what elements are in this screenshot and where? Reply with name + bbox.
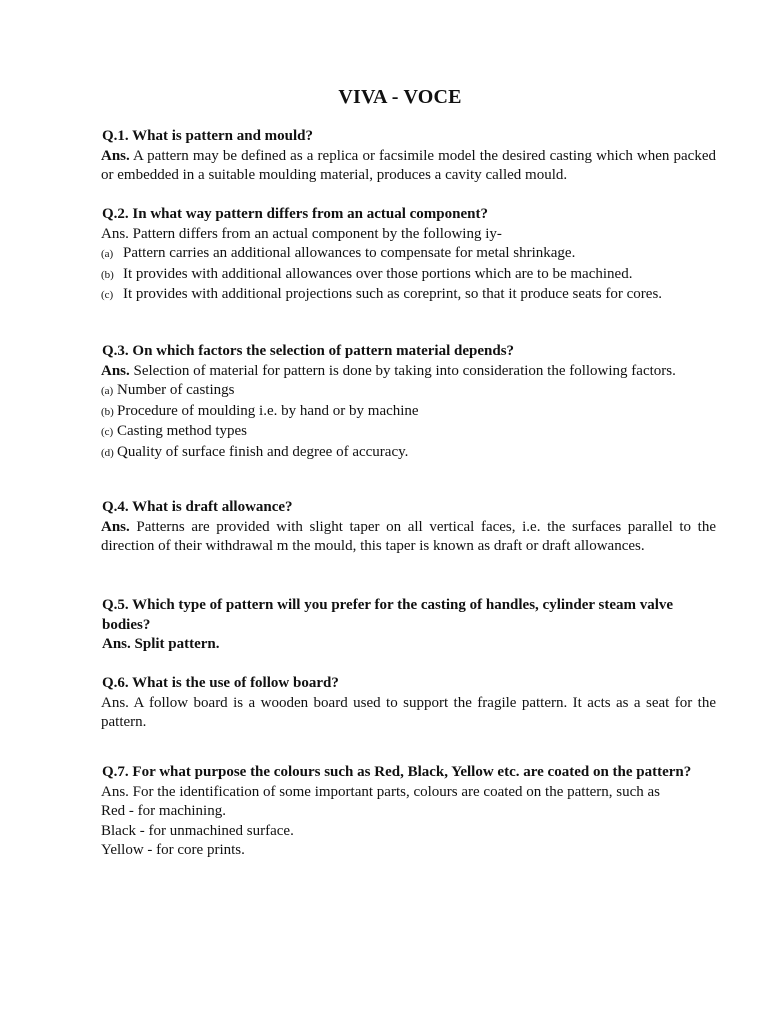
answer-3-text: Selection of material for pattern is done by taking into consideration the following factors.	[133, 362, 676, 379]
answer-6: Ans. A follow board is a wooden board used to support the fragile pattern. It acts as a seat for the pattern.	[101, 694, 716, 730]
question-4: Q.4. What is draft allowance?	[102, 499, 293, 515]
colour-line-red: Red - for machining.	[101, 803, 226, 819]
colour-line-yellow: Yellow - for core prints.	[101, 842, 245, 858]
question-block-6	[86, 674, 716, 733]
list-item-text: Procedure of moulding i.e. by hand or by machine	[117, 402, 419, 419]
question-2: Q.2. In what way pattern differs from an actual component?	[102, 206, 488, 222]
answer-3	[86, 362, 716, 382]
list-marker: (a)	[101, 385, 114, 397]
colour-line-black: Black - for unmachined surface.	[101, 822, 294, 839]
answer-1-text: A pattern may be defined as a replica or facsimile model the desired casting which when packed or embedded in a suitable moulding material, produces a cavity called mould.	[101, 147, 716, 183]
list-item-text: Quality of surface finish and degree of accuracy.	[117, 443, 409, 460]
answer-label: Ans.	[101, 147, 130, 164]
question-5: Q.5. Which type of pattern will you prefer for the casting of handles, cylinder steam valve bodies?	[102, 597, 674, 633]
answer-7: Ans. For the identification of some important parts, colours are coated on the pattern, such as	[101, 783, 661, 800]
list-marker: (c)	[101, 289, 114, 301]
question-1: Q.1. What is pattern and mould?	[102, 128, 314, 144]
list-item-text: It provides with additional allowances over those portions which are to be machined.	[123, 265, 633, 282]
list-item	[86, 422, 716, 443]
page-title: VIVA - VOCE	[338, 86, 462, 108]
question-block-3	[86, 342, 716, 463]
question-block-7	[86, 763, 716, 861]
list-item-text: Casting method types	[117, 423, 247, 439]
list-item-text: It provides with additional projections such as coreprint, so that it produce seats for cores.	[123, 286, 663, 302]
list-marker: (a)	[101, 248, 114, 260]
question-7: Q.7. For what purpose the colours such as Red, Black, Yellow etc. are coated on the pattern?	[102, 764, 692, 780]
list-item	[86, 265, 716, 286]
question-block-1	[86, 127, 716, 186]
list-marker: (b)	[101, 405, 114, 418]
answer-1	[86, 147, 716, 186]
question-block-2	[86, 205, 716, 306]
question-6: Q.6. What is the use of follow board?	[102, 675, 339, 691]
answer-label: Ans.	[101, 518, 130, 535]
list-item-text: Pattern carries an additional allowances to compensate for metal shrinkage.	[123, 245, 576, 261]
list-marker: (c)	[101, 426, 114, 438]
answer-4-text: Patterns are provided with slight taper on all vertical faces, i.e. the surfaces parallel to the direction of their withdrawal m the mould, this taper is known as draft or draft allowances.	[101, 518, 717, 554]
list-item	[86, 402, 716, 423]
list-marker: (d)	[101, 446, 114, 459]
list-item-text: Number of castings	[117, 382, 235, 398]
list-marker: (b)	[101, 268, 114, 281]
answer-4	[86, 518, 716, 557]
list-item	[86, 244, 716, 265]
question-block-4	[86, 498, 716, 557]
list-item	[86, 381, 716, 402]
list-item	[86, 443, 716, 464]
question-block-5	[86, 596, 716, 655]
answer-2: Ans. Pattern differs from an actual component by the following iy-	[101, 225, 502, 242]
question-3: Q.3. On which factors the selection of pattern material depends?	[102, 343, 515, 359]
answer-5: Ans. Split pattern.	[102, 636, 220, 652]
answer-label: Ans.	[101, 362, 130, 379]
list-item	[86, 285, 716, 306]
